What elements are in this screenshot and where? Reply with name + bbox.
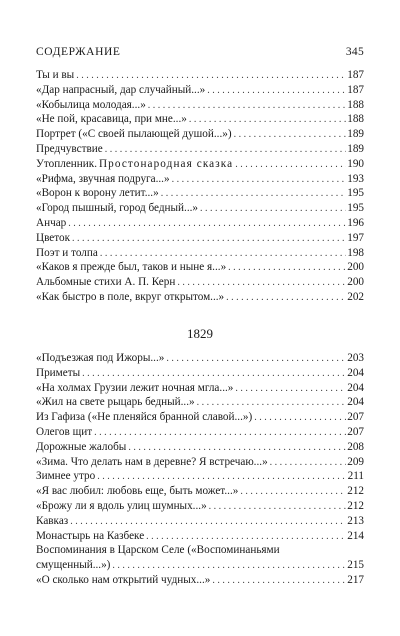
leader-dots (161, 187, 347, 202)
toc-entry (36, 98, 364, 113)
leader-dots (235, 382, 346, 397)
toc-entry-title: «Подъезжая под Ижоры...» (36, 352, 165, 364)
toc-entry-title: Монастырь на Казбеке (36, 529, 145, 542)
toc-entry-page: 212 (347, 485, 364, 498)
toc-entry (36, 172, 364, 187)
toc-entry (36, 366, 364, 381)
toc-entry (36, 68, 364, 83)
year-heading: 1829 (187, 326, 213, 341)
toc-entry (36, 469, 364, 484)
toc-entry-title: Кавказ (36, 514, 69, 527)
toc-entry (36, 425, 364, 440)
toc-entry (36, 260, 364, 275)
toc-page (36, 0, 364, 636)
toc-entry-page: 188 (347, 98, 364, 111)
leader-dots (146, 530, 346, 545)
leader-dots (212, 574, 346, 589)
toc-entry (36, 201, 364, 216)
toc-entry-page: 204 (347, 366, 364, 379)
toc-list-1 (36, 68, 364, 305)
toc-entry-title: Предчувствие (36, 142, 103, 155)
leader-dots (68, 217, 346, 232)
leader-dots (97, 470, 346, 485)
toc-entry-title: «Жил на свете рыцарь бедный...» (36, 396, 195, 409)
toc-entry (36, 127, 364, 142)
toc-entry-title: Ты и вы (36, 69, 75, 81)
toc-entry-title: «Не пой, красавица, при мне...» (36, 113, 187, 126)
toc-entry (36, 246, 364, 261)
toc-entry (36, 142, 364, 157)
leader-dots (228, 261, 346, 276)
toc-entry (36, 83, 364, 98)
leader-dots (254, 411, 346, 426)
toc-entry-page: 212 (347, 499, 364, 512)
leader-dots (235, 158, 346, 173)
toc-entry-title: Дорожные жалобы (36, 440, 127, 453)
toc-entry-page: 203 (347, 352, 364, 364)
toc-entry (36, 231, 364, 246)
toc-entry (36, 514, 364, 529)
toc-entry (36, 440, 364, 455)
toc-entry-title: «Кобылица молодая...» (36, 98, 146, 111)
leader-dots (128, 441, 346, 456)
toc-entry-title: «Как быстро в поле, вкруг открытом...» (36, 290, 225, 303)
toc-entry-title: «На холмах Грузии лежит ночная мгла...» (36, 381, 234, 394)
toc-entry-title: «Дар напрасный, дар случайный...» (36, 83, 206, 96)
toc-entry-title: Олегов щит (36, 425, 93, 438)
leader-dots (207, 84, 346, 99)
toc-entry-title: Зимнее утро (36, 470, 96, 483)
toc-entry-page: 204 (347, 381, 364, 394)
toc-entry (36, 381, 364, 396)
toc-entry (36, 112, 364, 127)
toc-entry-subtitle: Простонародная сказка (99, 157, 234, 170)
toc-entry-title: Портрет («С своей пылающей душой...») (36, 128, 232, 141)
toc-entry-title: Цветок (36, 231, 71, 244)
toc-entry-title: Поэт и толпа (36, 246, 98, 259)
toc-entry (36, 573, 364, 588)
toc-entry-page: 207 (347, 411, 364, 424)
leader-dots (172, 173, 347, 188)
toc-entry (36, 275, 364, 290)
toc-entry-page: 200 (347, 261, 364, 274)
toc-entry-title: Из Гафиза («Не пленяйся бранной славой...») (36, 411, 253, 424)
leader-dots (94, 426, 346, 441)
leader-dots (166, 352, 346, 367)
toc-entry-page: 196 (347, 216, 364, 229)
leader-dots (76, 69, 346, 84)
leader-dots (189, 113, 346, 128)
leader-dots (234, 128, 347, 143)
leader-dots (177, 276, 346, 291)
toc-entry (36, 529, 364, 544)
toc-entry-page: 213 (347, 514, 364, 527)
leader-dots (100, 247, 346, 262)
toc-entry-page: 208 (347, 440, 364, 453)
section-title: СОДЕРЖАНИЕ (36, 46, 121, 58)
leader-dots (197, 396, 347, 411)
toc-entry (36, 290, 364, 305)
toc-entry-page: 188 (347, 113, 364, 126)
toc-entry-page: 214 (347, 529, 364, 542)
toc-entry (36, 410, 364, 425)
toc-entry-page: 193 (347, 172, 364, 185)
toc-entry-title: «Каков я прежде был, таков и ныне я...» (36, 261, 227, 274)
toc-entry-title: «Ворон к ворону летит...» (36, 187, 159, 200)
toc-entry (36, 157, 364, 172)
leader-dots (72, 232, 346, 247)
toc-entry-page: 190 (347, 157, 364, 170)
page-number: 345 (345, 46, 364, 58)
leader-dots (148, 99, 346, 114)
leader-dots (112, 559, 346, 574)
toc-entry-title: «Город пышный, город бедный...» (36, 202, 199, 215)
toc-entry-page: 189 (347, 142, 364, 155)
leader-dots (82, 367, 346, 382)
leader-dots (240, 485, 346, 500)
leader-dots (105, 143, 347, 158)
leader-dots (209, 500, 347, 515)
leader-dots (226, 291, 346, 306)
page-header (36, 46, 364, 62)
toc-entry (36, 484, 364, 499)
toc-entry-page: 215 (347, 559, 364, 572)
toc-entry-title: «Зима. Что делать нам в деревне? Я встречаю...» (36, 455, 268, 468)
toc-entry (36, 395, 364, 410)
toc-entry-page: 204 (347, 396, 364, 409)
toc-entry-page: 198 (347, 246, 364, 259)
toc-entry-title: «Я вас любил: любовь еще, быть может...» (36, 485, 239, 498)
toc-entry-title: «О сколько нам открытий чудных...» (36, 573, 211, 586)
toc-entry-page: 217 (347, 573, 364, 586)
leader-dots (200, 202, 346, 217)
toc-entry (36, 186, 364, 201)
toc-entry-page: 209 (347, 455, 364, 468)
toc-entry-title: Приметы (36, 366, 81, 379)
toc-entry (36, 543, 364, 558)
toc-list-2 (36, 351, 364, 588)
toc-entry-title: «Брожу ли я вдоль улиц шумных...» (36, 499, 207, 512)
toc-entry-page: 200 (347, 276, 364, 289)
toc-entry-page: 197 (347, 231, 364, 244)
leader-dots (270, 456, 347, 471)
leader-dots (70, 515, 346, 530)
toc-entry-title: смущенный...») (36, 559, 111, 572)
toc-entry-page: 195 (347, 202, 364, 215)
toc-entry (36, 558, 364, 573)
toc-entry (36, 455, 364, 470)
toc-entry (36, 216, 364, 231)
toc-entry-page: 211 (347, 470, 364, 483)
toc-entry (36, 351, 364, 366)
toc-entry-page: 187 (347, 83, 364, 96)
toc-entry-page: 187 (347, 69, 364, 81)
toc-entry-page: 202 (347, 290, 364, 303)
toc-entry-title: Воспоминания в Царском Селе («Воспоминаньями (36, 544, 280, 557)
toc-entry-title: Анчар (36, 216, 67, 229)
toc-entry-page: 207 (347, 425, 364, 438)
toc-entry-title: Альбомные стихи А. П. Керн (36, 276, 176, 289)
toc-entry-title: «Рифма, звучная подруга...» (36, 172, 170, 185)
toc-entry-page: 195 (347, 187, 364, 200)
toc-entry-page: 189 (347, 128, 364, 141)
toc-entry (36, 499, 364, 514)
toc-entry-title: Утопленник. (36, 157, 97, 170)
